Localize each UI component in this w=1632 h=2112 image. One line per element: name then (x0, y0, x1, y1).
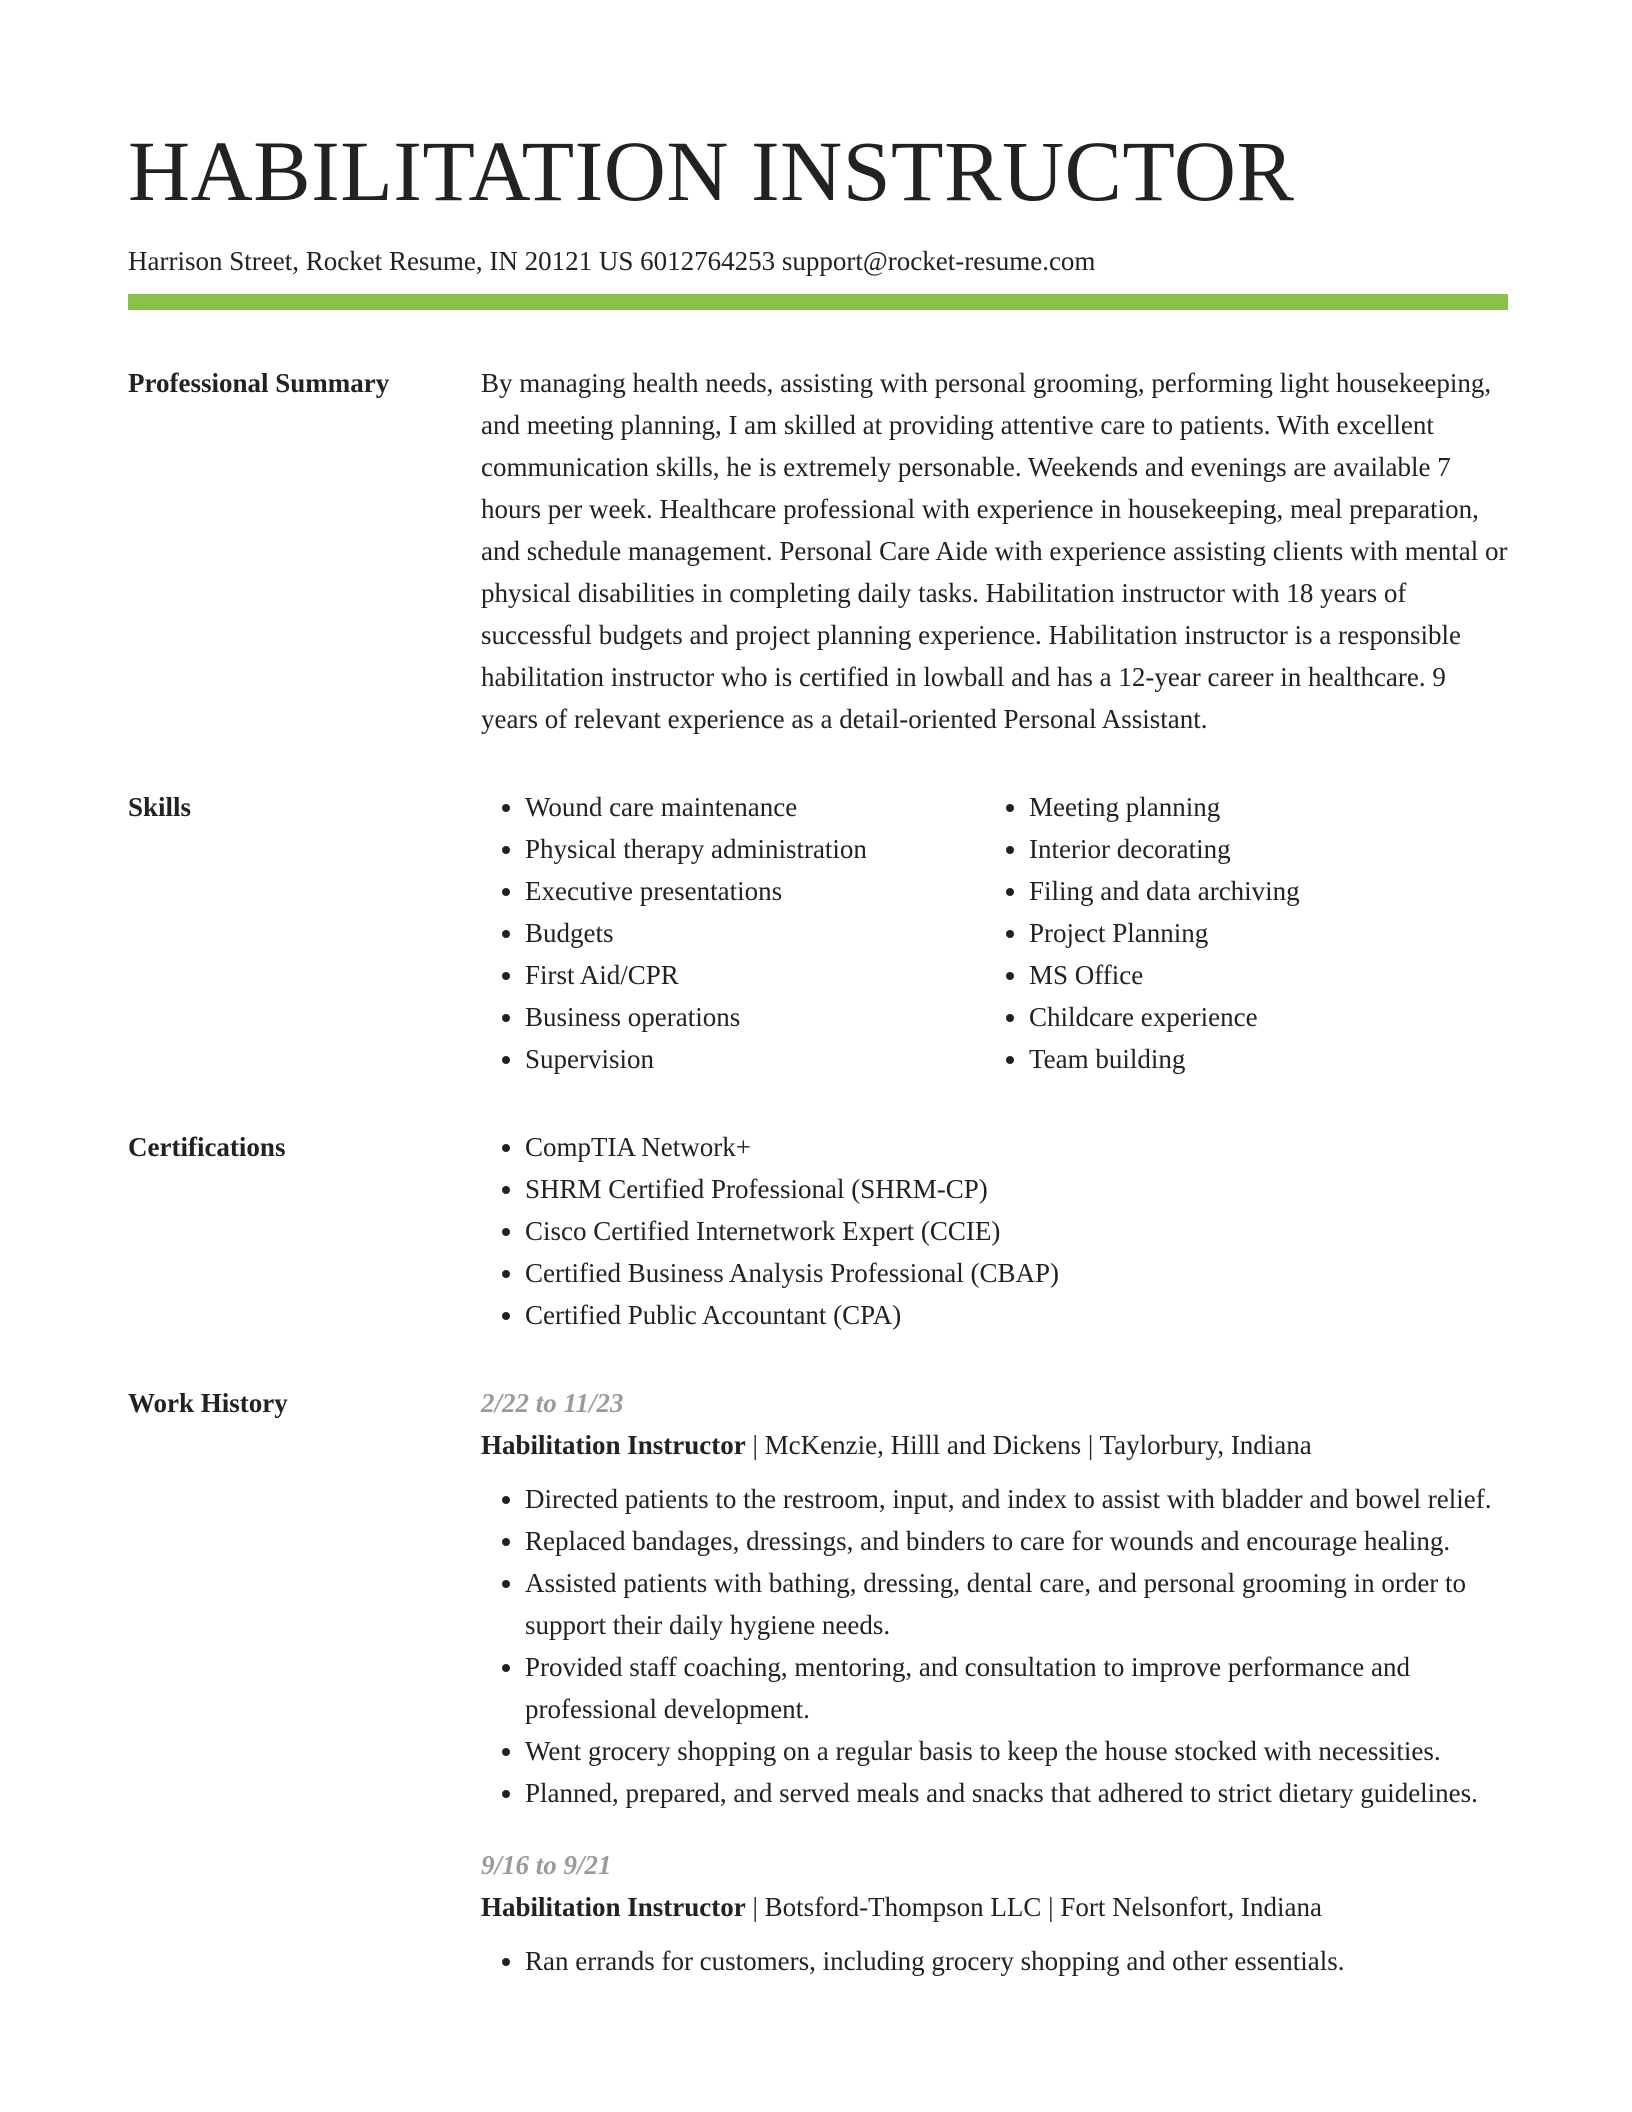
skill-item: • Meeting planning (1029, 786, 1529, 828)
skill-item: • Project Planning (1029, 912, 1529, 954)
job-entry (481, 1844, 1508, 1982)
certification-item: • SHRM Certified Professional (SHRM-CP) (525, 1168, 1508, 1210)
job-entry (481, 1382, 1508, 1814)
skill-item: • Filing and data archiving (1029, 870, 1529, 912)
summary-text: By managing health needs, assisting with personal grooming, performing light housekeeping, and meeting planning, I am skilled at providing attentive care to patients. With excellent communication skills, he is extremely personable. Weekends and evenings are available 7 hours per week. Healthcare professional with experience in housekeeping, meal preparation, and schedule management. Personal Care Aide with experience assisting clients with mental or physical disabilities in completing daily tasks. Habilitation instructor with 18 years of successful budgets and project planning experience. Habilitation instructor is a responsible habilitation instructor who is certified in lowball and has a 12-year career in healthcare. 9 years of relevant experience as a detail-oriented Personal Assistant. (481, 368, 1508, 734)
job-heading (481, 1424, 1508, 1466)
skills-grid (481, 786, 1529, 1080)
certification-item: • Certified Public Accountant (CPA) (525, 1294, 1508, 1336)
job-title: Habilitation Instructor (481, 1892, 746, 1922)
job-bullets (481, 1940, 1508, 1982)
job-bullet: • Ran errands for customers, including grocery shopping and other essentials. (525, 1940, 1508, 1982)
job-title: Habilitation Instructor (481, 1430, 746, 1460)
section-body (481, 362, 1508, 740)
job-bullet: • Directed patients to the restroom, input, and index to assist with bladder and bowel relief. (525, 1478, 1508, 1520)
certifications-list (481, 1126, 1508, 1336)
professional-summary-section (128, 362, 1508, 740)
skill-item: • Wound care maintenance (525, 786, 985, 828)
certification-item: • Certified Business Analysis Professional (CBAP) (525, 1252, 1508, 1294)
skill-item: • First Aid/CPR (525, 954, 985, 996)
skills-list-left (481, 786, 985, 1080)
job-bullets (481, 1478, 1508, 1814)
section-title: Skills (128, 792, 192, 822)
skill-item: • Team building (1029, 1038, 1529, 1080)
skill-item: • MS Office (1029, 954, 1529, 996)
skill-item: • Supervision (525, 1038, 985, 1080)
section-body (481, 1126, 1508, 1336)
job-details: | McKenzie, Hilll and Dickens | Taylorbury, Indiana (745, 1430, 1312, 1460)
section-title: Certifications (128, 1132, 286, 1162)
skill-item: • Interior decorating (1029, 828, 1529, 870)
job-bullet: • Went grocery shopping on a regular basis to keep the house stocked with necessities. (525, 1730, 1508, 1772)
section-title: Professional Summary (128, 368, 390, 398)
job-bullet: • Assisted patients with bathing, dressing, dental care, and personal grooming in order to support their daily hygiene needs. (525, 1562, 1508, 1646)
skill-item: • Business operations (525, 996, 985, 1038)
certifications-section (128, 1126, 1508, 1336)
job-bullet: • Provided staff coaching, mentoring, and consultation to improve performance and professional development. (525, 1646, 1508, 1730)
certification-item: • Cisco Certified Internetwork Expert (CCIE) (525, 1210, 1508, 1252)
skill-item: • Childcare experience (1029, 996, 1529, 1038)
job-dates: 2/22 to 11/23 (481, 1388, 624, 1418)
job-details: | Botsford-Thompson LLC | Fort Nelsonfort, Indiana (745, 1892, 1323, 1922)
resume-page (128, 0, 1508, 2012)
candidate-name: HABILITATION INSTRUCTOR (128, 123, 1295, 219)
accent-divider (128, 294, 1508, 310)
skill-item: • Budgets (525, 912, 985, 954)
job-dates: 9/16 to 9/21 (481, 1850, 612, 1880)
job-bullet: • Planned, prepared, and served meals and snacks that adhered to strict dietary guidelines. (525, 1772, 1508, 1814)
skills-section (128, 786, 1508, 1080)
job-heading (481, 1886, 1508, 1928)
job-bullet: • Replaced bandages, dressings, and binders to care for wounds and encourage healing. (525, 1520, 1508, 1562)
section-body (481, 1382, 1508, 2012)
contact-info: Harrison Street, Rocket Resume, IN 20121 US 6012764253 support@rocket-resume.com (128, 246, 1096, 276)
skill-item: • Executive presentations (525, 870, 985, 912)
skills-list-right (985, 786, 1529, 1080)
work-history-section (128, 1382, 1508, 2012)
certification-item: • CompTIA Network+ (525, 1126, 1508, 1168)
skill-item: • Physical therapy administration (525, 828, 985, 870)
section-title: Work History (128, 1388, 288, 1418)
